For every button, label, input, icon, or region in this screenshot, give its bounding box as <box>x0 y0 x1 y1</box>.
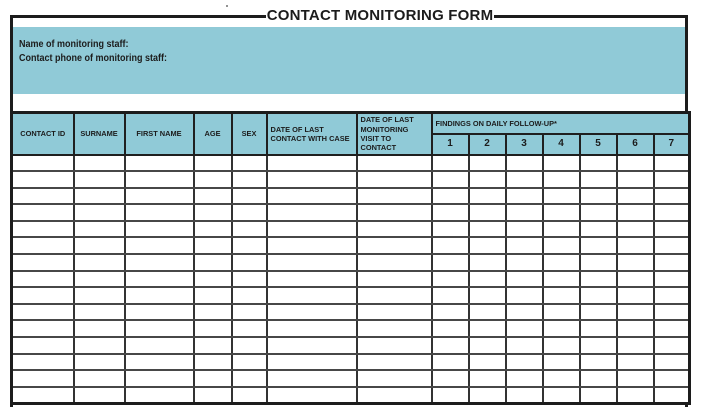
table-cell <box>267 304 357 321</box>
table-cell <box>74 221 125 238</box>
table-cell <box>125 271 194 288</box>
table-cell <box>74 271 125 288</box>
table-cell <box>125 320 194 337</box>
staff-info-panel <box>13 27 685 94</box>
table-cell <box>12 337 74 354</box>
table-cell <box>12 387 74 404</box>
table-cell <box>654 271 690 288</box>
table-cell <box>232 171 267 188</box>
table-cell <box>12 155 74 172</box>
table-cell <box>580 237 617 254</box>
table-cell <box>74 237 125 254</box>
table-cell <box>194 304 232 321</box>
table-cell <box>357 387 432 404</box>
table-cell <box>125 221 194 238</box>
table-row <box>12 320 690 337</box>
table-cell <box>12 287 74 304</box>
table-cell <box>194 387 232 404</box>
table-cell <box>232 204 267 221</box>
table-cell <box>469 304 506 321</box>
column-group-findings-daily-followup: FINDINGS ON DAILY FOLLOW-UP* <box>432 113 690 134</box>
table-cell <box>12 204 74 221</box>
table-cell <box>580 320 617 337</box>
table-header <box>12 113 690 155</box>
table-cell <box>232 337 267 354</box>
table-cell <box>543 320 580 337</box>
table-cell <box>267 204 357 221</box>
table-cell <box>125 387 194 404</box>
table-cell <box>617 287 654 304</box>
day-column-header-2: 2 <box>469 134 506 155</box>
column-header-last-contact-date: DATE OF LAST CONTACT WITH CASE <box>267 113 357 155</box>
table-cell <box>617 237 654 254</box>
table-cell <box>74 304 125 321</box>
table-cell <box>267 370 357 387</box>
table-cell <box>580 188 617 205</box>
table-cell <box>543 387 580 404</box>
table-cell <box>654 221 690 238</box>
table-cell <box>543 237 580 254</box>
table-cell <box>506 320 543 337</box>
table-cell <box>469 221 506 238</box>
table-cell <box>74 320 125 337</box>
table-cell <box>580 254 617 271</box>
table-cell <box>506 254 543 271</box>
table-cell <box>12 304 74 321</box>
table-row <box>12 155 690 172</box>
column-header-last-monitoring-visit: DATE OF LAST MONITORING VISIT TO CONTACT <box>357 113 432 155</box>
table-cell <box>506 287 543 304</box>
table-cell <box>74 254 125 271</box>
table-cell <box>357 320 432 337</box>
table-cell <box>267 387 357 404</box>
table-cell <box>617 188 654 205</box>
table-cell <box>617 254 654 271</box>
table-cell <box>267 188 357 205</box>
table-cell <box>432 287 469 304</box>
table-cell <box>232 354 267 371</box>
table-cell <box>357 304 432 321</box>
table-cell <box>506 155 543 172</box>
table-cell <box>506 204 543 221</box>
table-cell <box>125 254 194 271</box>
table-cell <box>267 254 357 271</box>
table-cell <box>506 354 543 371</box>
day-column-header-7: 7 <box>654 134 690 155</box>
table-cell <box>654 287 690 304</box>
staff-phone-label: Contact phone of monitoring staff: <box>19 53 167 64</box>
table-cell <box>580 271 617 288</box>
table-cell <box>469 287 506 304</box>
table-cell <box>654 370 690 387</box>
table-cell <box>74 287 125 304</box>
table-cell <box>432 204 469 221</box>
form-title: CONTACT MONITORING FORM <box>266 7 494 24</box>
table-cell <box>469 387 506 404</box>
column-header-first-name: FIRST NAME <box>125 113 194 155</box>
table-cell <box>580 204 617 221</box>
table-cell <box>74 204 125 221</box>
table-cell <box>432 304 469 321</box>
table-row <box>12 271 690 288</box>
column-header-sex: SEX <box>232 113 267 155</box>
table-cell <box>617 155 654 172</box>
table-cell <box>194 204 232 221</box>
table-cell <box>432 320 469 337</box>
table-cell <box>506 237 543 254</box>
table-cell <box>654 155 690 172</box>
table-cell <box>232 320 267 337</box>
table-row <box>12 354 690 371</box>
table-cell <box>194 171 232 188</box>
table-cell <box>432 221 469 238</box>
table-cell <box>617 171 654 188</box>
table-cell <box>357 287 432 304</box>
table-cell <box>74 155 125 172</box>
table-cell <box>125 337 194 354</box>
table-cell <box>543 155 580 172</box>
day-column-header-6: 6 <box>617 134 654 155</box>
table-cell <box>125 204 194 221</box>
table-cell <box>543 370 580 387</box>
table-cell <box>543 171 580 188</box>
table-cell <box>506 387 543 404</box>
table-cell <box>232 254 267 271</box>
table-cell <box>543 354 580 371</box>
table-cell <box>543 287 580 304</box>
table-cell <box>654 387 690 404</box>
table-cell <box>357 337 432 354</box>
table-cell <box>654 304 690 321</box>
table-cell <box>617 271 654 288</box>
table-cell <box>432 387 469 404</box>
table-cell <box>74 387 125 404</box>
table-cell <box>194 320 232 337</box>
table-cell <box>194 155 232 172</box>
table-cell <box>506 171 543 188</box>
table-cell <box>125 287 194 304</box>
table-cell <box>194 271 232 288</box>
table-cell <box>432 254 469 271</box>
table-cell <box>654 188 690 205</box>
table-cell <box>543 337 580 354</box>
table-cell <box>469 320 506 337</box>
column-header-contact-id: CONTACT ID <box>12 113 74 155</box>
table-cell <box>232 387 267 404</box>
table-row <box>12 221 690 238</box>
table-cell <box>267 287 357 304</box>
table-cell <box>267 237 357 254</box>
table-cell <box>357 188 432 205</box>
table-cell <box>125 155 194 172</box>
table-cell <box>580 155 617 172</box>
table-cell <box>12 237 74 254</box>
table-cell <box>469 370 506 387</box>
table-cell <box>617 204 654 221</box>
table-row <box>12 387 690 404</box>
table-cell <box>617 337 654 354</box>
day-column-header-1: 1 <box>432 134 469 155</box>
table-cell <box>267 320 357 337</box>
table-cell <box>125 188 194 205</box>
table-cell <box>357 271 432 288</box>
table-cell <box>506 304 543 321</box>
table-cell <box>654 171 690 188</box>
day-column-header-4: 4 <box>543 134 580 155</box>
table-cell <box>580 370 617 387</box>
table-cell <box>506 188 543 205</box>
table-cell <box>267 271 357 288</box>
table-cell <box>432 155 469 172</box>
table-cell <box>543 304 580 321</box>
table-cell <box>232 370 267 387</box>
table-cell <box>194 221 232 238</box>
table-cell <box>654 354 690 371</box>
table-cell <box>506 370 543 387</box>
table-row <box>12 237 690 254</box>
table-cell <box>194 254 232 271</box>
table-cell <box>125 354 194 371</box>
table-cell <box>232 188 267 205</box>
table-cell <box>357 171 432 188</box>
table-cell <box>654 254 690 271</box>
table-cell <box>232 271 267 288</box>
table-cell <box>357 237 432 254</box>
table-cell <box>654 320 690 337</box>
table-row <box>12 370 690 387</box>
table-cell <box>617 320 654 337</box>
table-cell <box>654 337 690 354</box>
table-cell <box>194 337 232 354</box>
table-cell <box>543 254 580 271</box>
table-cell <box>432 171 469 188</box>
table-row <box>12 337 690 354</box>
column-header-surname: SURNAME <box>74 113 125 155</box>
table-cell <box>469 271 506 288</box>
table-cell <box>543 188 580 205</box>
table-cell <box>232 155 267 172</box>
table-cell <box>654 204 690 221</box>
table-cell <box>357 370 432 387</box>
table-cell <box>194 237 232 254</box>
table-cell <box>432 370 469 387</box>
table-cell <box>125 171 194 188</box>
table-row <box>12 204 690 221</box>
table-cell <box>267 337 357 354</box>
table-cell <box>580 354 617 371</box>
table-cell <box>267 171 357 188</box>
table-cell <box>357 204 432 221</box>
table-cell <box>74 337 125 354</box>
table-cell <box>267 221 357 238</box>
table-cell <box>543 271 580 288</box>
table-cell <box>357 254 432 271</box>
table-cell <box>432 237 469 254</box>
table-cell <box>125 237 194 254</box>
table-row <box>12 254 690 271</box>
table-cell <box>580 221 617 238</box>
table-cell <box>12 188 74 205</box>
table-cell <box>74 171 125 188</box>
table-cell <box>469 254 506 271</box>
table-cell <box>506 221 543 238</box>
table-cell <box>617 387 654 404</box>
table-row <box>12 188 690 205</box>
table-cell <box>74 188 125 205</box>
staff-name-label: Name of monitoring staff: <box>19 39 129 50</box>
table-cell <box>469 237 506 254</box>
table-cell <box>12 271 74 288</box>
table-cell <box>469 354 506 371</box>
table-cell <box>194 354 232 371</box>
table-cell <box>432 271 469 288</box>
table-cell <box>617 221 654 238</box>
table-cell <box>469 204 506 221</box>
table-cell <box>506 271 543 288</box>
table-cell <box>232 237 267 254</box>
table-cell <box>12 354 74 371</box>
table-cell <box>617 304 654 321</box>
table-cell <box>543 221 580 238</box>
table-cell <box>580 387 617 404</box>
table-cell <box>617 370 654 387</box>
table-cell <box>194 188 232 205</box>
table-cell <box>267 354 357 371</box>
table-cell <box>232 304 267 321</box>
stray-dot-artifact <box>226 5 228 7</box>
table-cell <box>469 171 506 188</box>
table-cell <box>432 337 469 354</box>
day-column-header-3: 3 <box>506 134 543 155</box>
table-cell <box>357 155 432 172</box>
table-cell <box>12 254 74 271</box>
table-cell <box>580 337 617 354</box>
table-cell <box>580 304 617 321</box>
table-cell <box>654 237 690 254</box>
table-cell <box>232 221 267 238</box>
table-cell <box>194 370 232 387</box>
contact-monitoring-table <box>10 111 691 405</box>
table-row <box>12 171 690 188</box>
table-cell <box>125 370 194 387</box>
column-header-age: AGE <box>194 113 232 155</box>
table-cell <box>432 188 469 205</box>
table-cell <box>12 370 74 387</box>
table-cell <box>469 337 506 354</box>
table-cell <box>543 204 580 221</box>
table-cell <box>617 354 654 371</box>
table-cell <box>12 221 74 238</box>
table-cell <box>74 354 125 371</box>
table-cell <box>432 354 469 371</box>
table-cell <box>74 370 125 387</box>
table-cell <box>469 155 506 172</box>
table-cell <box>12 171 74 188</box>
table-cell <box>580 171 617 188</box>
table-cell <box>125 304 194 321</box>
table-cell <box>12 320 74 337</box>
table-body <box>12 155 690 404</box>
table-cell <box>267 155 357 172</box>
table-cell <box>580 287 617 304</box>
table-cell <box>357 354 432 371</box>
table-cell <box>232 287 267 304</box>
table-cell <box>506 337 543 354</box>
table-row <box>12 287 690 304</box>
table-row <box>12 304 690 321</box>
table-cell <box>357 221 432 238</box>
table-cell <box>469 188 506 205</box>
table-cell <box>194 287 232 304</box>
day-column-header-5: 5 <box>580 134 617 155</box>
